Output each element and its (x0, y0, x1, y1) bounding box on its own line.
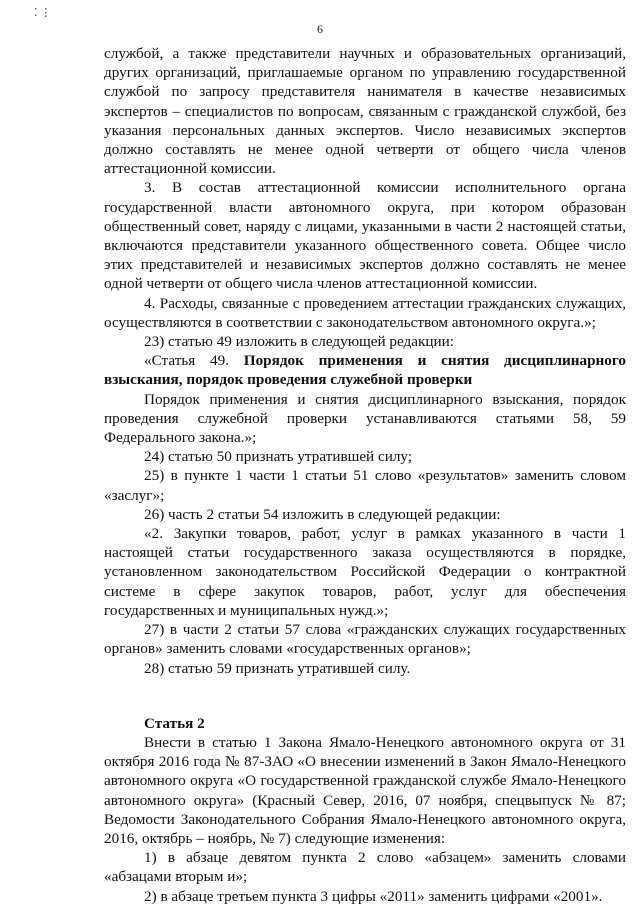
article-2-heading: Статья 2 (144, 714, 205, 732)
article-49-prefix: «Статья 49. (144, 352, 244, 370)
paragraph: 27) в части 2 статьи 57 слова «гражданских служащих государственных органов» заменить словами «государственных органов»; (104, 621, 626, 658)
paragraph: 3. В состав аттестационной комиссии исполнительного органа государственной власти автономного округа, при котором образован общественный совет, наряду с лицами, указанными в части 2 настоящей статьи, включаются представители указанного общественного совета. Общее число этих представителей и независимых экспертов должно составлять не менее одной четверти от общего числа членов аттестационной комиссии. (104, 179, 626, 293)
paragraph: 23) статью 49 изложить в следующей редакции: (144, 333, 454, 351)
paragraph: 25) в пункте 1 части 1 статьи 51 слово «результатов» заменить словом «заслуг»; (104, 467, 626, 504)
paragraph: 1) в абзаце девятом пункта 2 слово «абзацем» заменить словами «абзацами вторым и»; (104, 849, 626, 886)
paragraph: 4. Расходы, связанные с проведением аттестации гражданских служащих, осуществляются в соответствии с законодательством автономного округа.»; (104, 294, 626, 331)
paragraph: 24) статью 50 признать утратившей силу; (144, 448, 413, 466)
paragraph: 2) в абзаце третьем пункта 3 цифры «2011» заменить цифрами «2001». (144, 887, 603, 905)
article-49-heading: Порядок применения и снятия дисциплинарного взыскания, порядок проведения служебной проверки (104, 352, 626, 389)
article-49-title (104, 351, 626, 389)
paragraph: «2. Закупки товаров, работ, услуг в рамках указанного в части 1 настоящей статьи государственного заказа осуществляются в порядке, установленном законодательством Российской Федерации о контрактной системе в сфере закупок товаров, работ, услуг для обеспечения государственных и муниципальных нужд.»; (104, 525, 626, 619)
paragraph: Внести в статью 1 Закона Ямало-Ненецкого автономного округа от 31 октября 2016 года № 87-ЗАО «О внесении изменений в Закон Ямало-Ненецкого автономного округа «О государственной гражданской службе Ямало-Ненецкого автономного округа» (Красный Север, 2016, 07 ноября, спецвыпуск № 87; Ведомости Законодательного Собрания Ямало-Ненецкого автономного округа, 2016, октябрь – ноябрь, № 7) следующие изменения: (104, 733, 626, 847)
document-body (104, 44, 626, 906)
margin-mark: ⁚ ⋮ (34, 7, 52, 19)
paragraph: службой, а также представители научных и образовательных организаций, других организаций, приглашаемые органом по управлению государственной службой по запросу представителя нанимателя в качестве независимых экспертов – специалистов по вопросам, связанным с гражданской службой, без указания персональных данных экспертов. Число независимых экспертов должно составлять не менее одной четверти от общего числа членов аттестационной комиссии. (104, 45, 626, 178)
paragraph: Порядок применения и снятия дисциплинарного взыскания, порядок проведения служебной проверки устанавливаются статьями 58, 59 Федерального закона.»; (104, 390, 626, 447)
page-number: 6 (317, 22, 323, 36)
section-gap (104, 678, 626, 714)
paragraph: 28) статью 59 признать утратившей силу. (144, 659, 411, 677)
paragraph: 26) часть 2 статьи 54 изложить в следующей редакции: (144, 505, 501, 523)
